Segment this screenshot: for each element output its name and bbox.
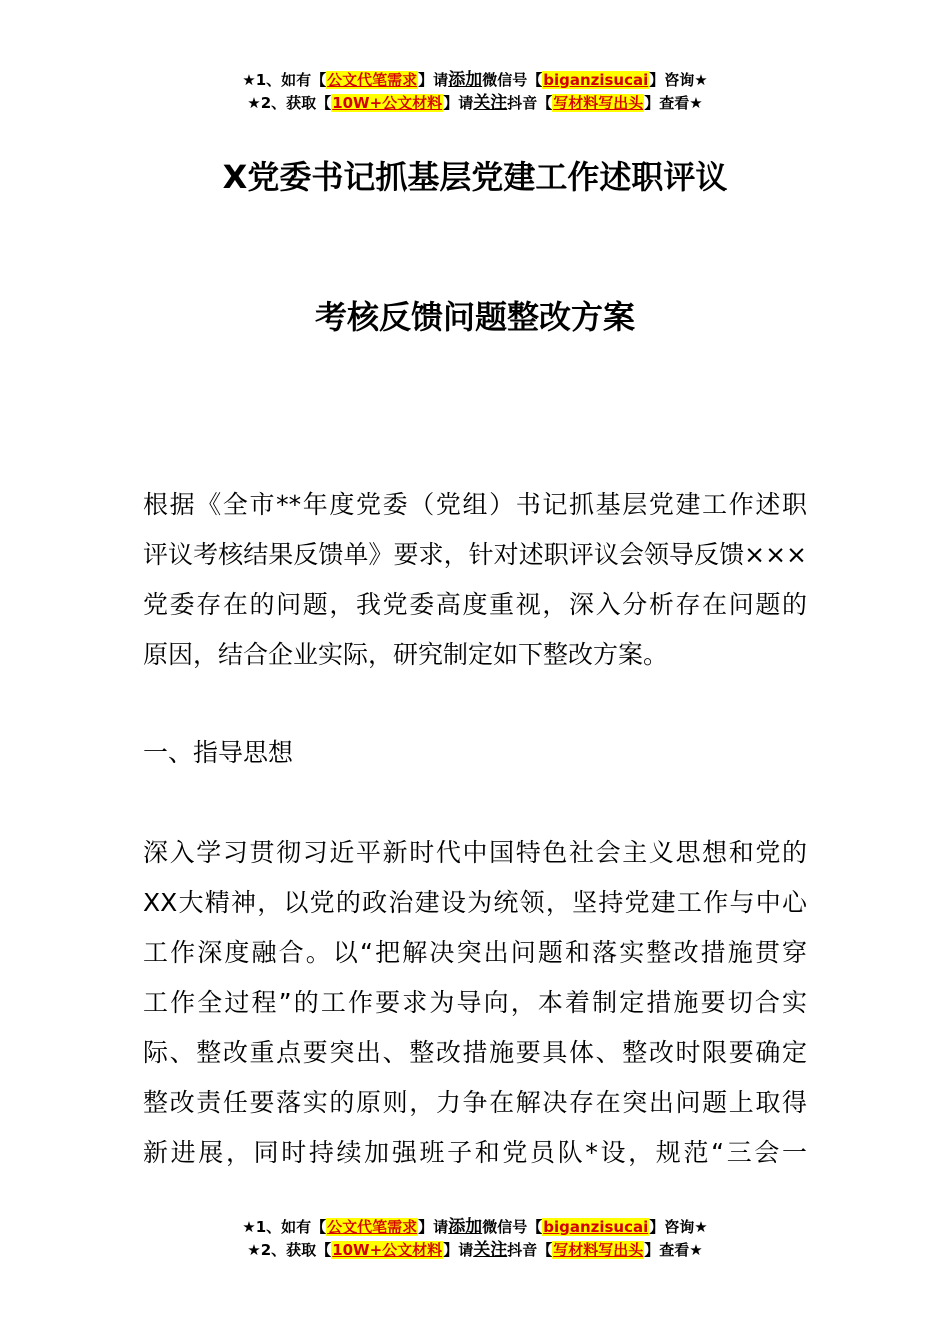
ghostwriting-highlight[interactable]: 公文代笔需求 xyxy=(327,71,418,89)
ghostwriting-highlight[interactable]: 公文代笔需求 xyxy=(327,1218,418,1236)
paragraph-line: 评议考核结果反馈单》要求，针对述职评议会领导反馈××× xyxy=(143,540,807,569)
banner-text: 微信号【 xyxy=(482,71,543,89)
paragraph-line: 际、整改重点要突出、整改措施要具体、整改时限要确定 xyxy=(143,1038,807,1067)
paragraph-line: 工作深度融合。以“把解决突出问题和落实整改措施贯穿 xyxy=(143,938,807,967)
douyin-account-highlight[interactable]: 写材料写出头 xyxy=(553,1241,644,1259)
document-title-line-1: X党委书记抓基层党建工作述职评议 xyxy=(222,158,728,196)
banner-emphasis: 关注 xyxy=(473,1240,508,1260)
wechat-id-highlight[interactable]: biganzisucai xyxy=(543,1218,649,1236)
intro-paragraph xyxy=(143,480,807,680)
banner-text: 】查看★ xyxy=(644,1241,703,1259)
banner-text: 抖音【 xyxy=(507,94,553,112)
banner-text: ★1、如有【 xyxy=(242,71,327,89)
banner-line-2 xyxy=(0,1239,950,1262)
banner-text: 】查看★ xyxy=(644,94,703,112)
paragraph-line: 新进展，同时持续加强班子和党员队*设，规范“三会一 xyxy=(143,1138,807,1167)
banner-text: ★1、如有【 xyxy=(242,1218,327,1236)
banner-text: 】请 xyxy=(418,1218,449,1236)
banner-line-1 xyxy=(0,1216,950,1239)
banner-text: 抖音【 xyxy=(507,1241,553,1259)
paragraph-line: 深入学习贯彻习近平新时代中国特色社会主义思想和党的 xyxy=(143,838,807,867)
banner-line-1 xyxy=(0,69,950,92)
paragraph-line: 原因，结合企业实际，研究制定如下整改方案。 xyxy=(143,640,669,669)
materials-highlight[interactable]: 10W+公文材料 xyxy=(332,94,443,112)
document-title-line-2: 考核反馈问题整改方案 xyxy=(314,298,635,336)
paragraph-line: 党委存在的问题，我党委高度重视，深入分析存在问题的 xyxy=(143,590,807,619)
section-heading xyxy=(143,728,807,778)
section-paragraph xyxy=(143,828,807,1178)
banner-text: 】请 xyxy=(418,71,449,89)
materials-highlight[interactable]: 10W+公文材料 xyxy=(332,1241,443,1259)
banner-text: 微信号【 xyxy=(482,1218,543,1236)
wechat-id-highlight[interactable]: biganzisucai xyxy=(543,71,649,89)
banner-text: ★2、获取【 xyxy=(247,94,332,112)
banner-emphasis: 添加 xyxy=(448,1217,483,1237)
top-banner xyxy=(0,69,950,115)
paragraph-line: 整改责任要落实的原则，力争在解决存在突出问题上取得 xyxy=(143,1088,807,1117)
paragraph-line: 工作全过程”的工作要求为导向，本着制定措施要切合实 xyxy=(143,988,807,1017)
banner-emphasis: 关注 xyxy=(473,93,508,113)
banner-text: 】咨询★ xyxy=(649,71,708,89)
banner-line-2 xyxy=(0,92,950,115)
banner-text: 】请 xyxy=(443,1241,474,1259)
paragraph-line: 根据《全市**年度党委（党组）书记抓基层党建工作述职 xyxy=(143,490,807,519)
banner-text: ★2、获取【 xyxy=(247,1241,332,1259)
paragraph-line: XX大精神，以党的政治建设为统领，坚持党建工作与中心 xyxy=(143,888,807,917)
banner-text: 】请 xyxy=(443,94,474,112)
douyin-account-highlight[interactable]: 写材料写出头 xyxy=(553,94,644,112)
banner-emphasis: 添加 xyxy=(448,70,483,90)
section-heading-text: 一、指导思想 xyxy=(143,738,294,767)
bottom-banner xyxy=(0,1216,950,1262)
banner-text: 】咨询★ xyxy=(649,1218,708,1236)
